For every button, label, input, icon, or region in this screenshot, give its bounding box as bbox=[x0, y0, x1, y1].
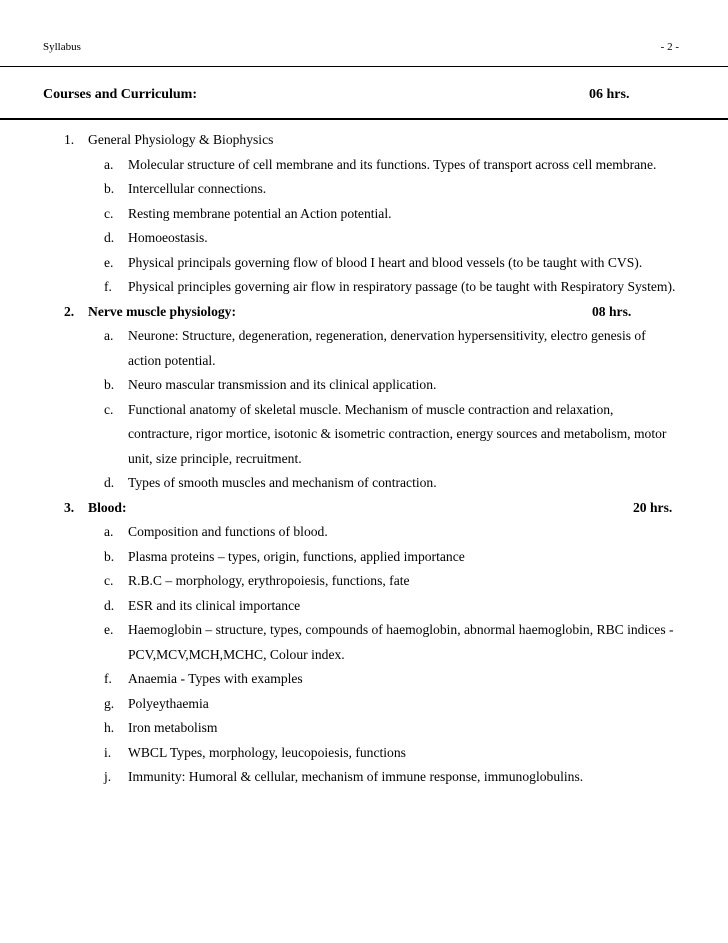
topic-number: 2. bbox=[64, 303, 75, 319]
item-marker: h. bbox=[104, 720, 115, 735]
item-text: WBCL Types, morphology, leucopoiesis, functions bbox=[128, 744, 406, 760]
item-marker: d. bbox=[104, 230, 115, 245]
item-text: Types of smooth muscles and mechanism of contraction. bbox=[128, 475, 437, 490]
item-text: Molecular structure of cell membrane and its functions. Types of transport across cell membrane. bbox=[128, 156, 657, 172]
page-number: - 2 - bbox=[660, 41, 679, 53]
item-text: Neuro mascular transmission and its clinical application. bbox=[128, 377, 437, 392]
list-item bbox=[60, 226, 680, 251]
item-text: Haemoglobin – structure, types, compounds of haemoglobin, abnormal haemoglobin, RBC indices - PCV,MCV,MCH,MCHC, Colour index. bbox=[128, 622, 674, 662]
item-marker: a. bbox=[104, 524, 114, 539]
topic-blood bbox=[60, 496, 680, 790]
item-text: Functional anatomy of skeletal muscle. Mechanism of muscle contraction and relaxation, contracture, rigor mortice, isotonic & isometric contraction, energy sources and metabolism, motor unit, size principle, recruitment. bbox=[128, 401, 667, 466]
item-marker: e. bbox=[104, 254, 114, 270]
list-item bbox=[60, 177, 680, 202]
list-item bbox=[60, 569, 680, 594]
item-marker: d. bbox=[104, 597, 115, 613]
list-item bbox=[60, 545, 680, 570]
item-marker: j. bbox=[104, 769, 112, 784]
item-text: Immunity: Humoral & cellular, mechanism of immune response, immunoglobulins. bbox=[128, 769, 584, 784]
topic-title: Nerve muscle physiology: bbox=[88, 303, 237, 319]
header-title: Syllabus bbox=[43, 41, 81, 53]
list-item bbox=[60, 251, 680, 276]
topic-nerve-muscle bbox=[60, 300, 680, 496]
list-item bbox=[60, 153, 680, 178]
item-text: Plasma proteins – types, origin, functions, applied importance bbox=[128, 548, 465, 564]
section-title: Courses and Curriculum: bbox=[43, 87, 198, 102]
item-marker: c. bbox=[104, 401, 114, 417]
list-item bbox=[60, 275, 680, 300]
item-text: Resting membrane potential an Action potential. bbox=[128, 205, 392, 221]
section-rule bbox=[0, 118, 728, 120]
item-text: R.B.C – morphology, erythropoiesis, functions, fate bbox=[128, 573, 410, 588]
section-heading bbox=[43, 87, 684, 103]
topic-number: 3. bbox=[64, 499, 75, 515]
item-text: Physical principals governing flow of blood I heart and blood vessels (to be taught with CVS). bbox=[128, 254, 643, 270]
list-item bbox=[60, 692, 680, 717]
list-item bbox=[60, 373, 680, 398]
item-text: Physical principles governing air flow in respiratory passage (to be taught with Respiratory System). bbox=[128, 279, 676, 294]
section-hours: 06 hrs. bbox=[589, 87, 630, 102]
item-text: Intercellular connections. bbox=[128, 181, 267, 196]
list-item bbox=[60, 716, 680, 741]
list-item bbox=[60, 471, 680, 496]
list-item bbox=[60, 594, 680, 619]
topic-hours: 20 hrs. bbox=[633, 499, 673, 515]
list-item bbox=[60, 667, 680, 692]
item-text: Polyeythaemia bbox=[128, 695, 209, 711]
topic-number: 1. bbox=[64, 132, 75, 147]
page-header bbox=[43, 41, 683, 57]
item-marker: d. bbox=[104, 475, 115, 490]
list-item bbox=[60, 398, 680, 472]
item-marker: f. bbox=[104, 671, 112, 686]
item-marker: f. bbox=[104, 279, 112, 294]
item-marker: b. bbox=[104, 181, 115, 196]
topic-hours: 08 hrs. bbox=[592, 303, 632, 319]
syllabus-content bbox=[60, 128, 680, 790]
list-item bbox=[60, 202, 680, 227]
list-item bbox=[60, 324, 680, 373]
topic-general-physiology bbox=[60, 128, 680, 300]
item-marker: g. bbox=[104, 695, 115, 711]
item-text: Composition and functions of blood. bbox=[128, 524, 328, 539]
item-marker: b. bbox=[104, 548, 115, 564]
header-rule bbox=[0, 66, 728, 67]
item-text: ESR and its clinical importance bbox=[128, 597, 301, 613]
item-marker: a. bbox=[104, 328, 114, 343]
topic-title: Blood: bbox=[88, 499, 127, 515]
topic-title: General Physiology & Biophysics bbox=[88, 132, 274, 147]
topic-heading bbox=[60, 496, 680, 521]
list-item bbox=[60, 741, 680, 766]
item-marker: c. bbox=[104, 573, 114, 588]
item-text: Homoeostasis. bbox=[128, 230, 208, 245]
topic-heading bbox=[60, 300, 680, 325]
item-text: Iron metabolism bbox=[128, 720, 218, 735]
item-text: Anaemia - Types with examples bbox=[128, 671, 303, 686]
item-text: Neurone: Structure, degeneration, regeneration, denervation hypersensitivity, electro genesis of action potential. bbox=[128, 328, 646, 368]
list-item bbox=[60, 618, 680, 667]
item-marker: i. bbox=[104, 744, 112, 760]
item-marker: c. bbox=[104, 205, 114, 221]
list-item bbox=[60, 765, 680, 790]
item-marker: b. bbox=[104, 377, 115, 392]
list-item bbox=[60, 520, 680, 545]
item-marker: e. bbox=[104, 622, 114, 637]
item-marker: a. bbox=[104, 156, 114, 172]
topic-heading bbox=[60, 128, 680, 153]
